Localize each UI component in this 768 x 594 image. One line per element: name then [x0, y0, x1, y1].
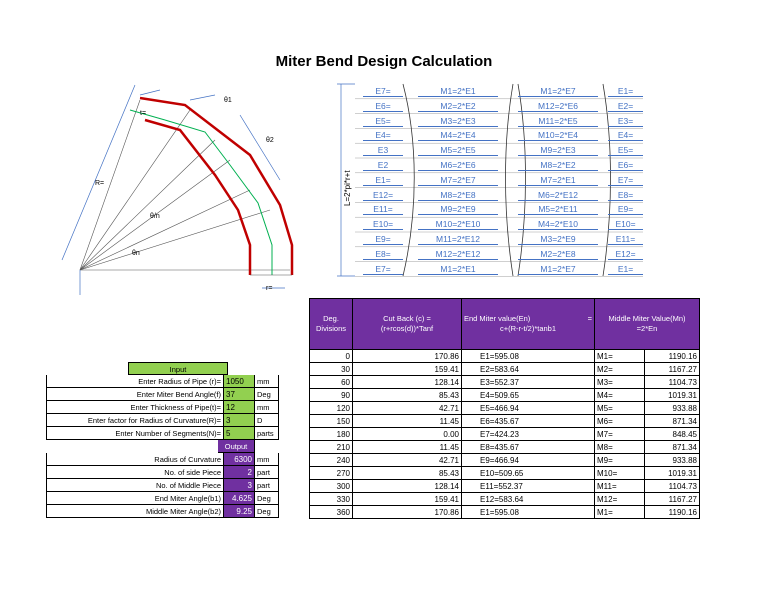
developed-cell: E4=	[608, 130, 643, 141]
developed-cell: M10=2*E4	[518, 130, 598, 141]
developed-cell: E9=	[608, 204, 643, 215]
middle-miter-value-cell: 933.88	[645, 454, 700, 467]
cut-back-cell: 85.43	[353, 389, 462, 402]
input-row-value[interactable]: 37	[224, 388, 255, 401]
output-row-unit: part	[255, 466, 279, 479]
page-title: Miter Bend Design Calculation	[275, 53, 493, 70]
deg-division-cell: 300	[309, 480, 353, 493]
cut-back-cell: 170.86	[353, 506, 462, 519]
developed-cell: E4=	[363, 130, 403, 141]
developed-cell: E5=	[608, 145, 643, 156]
output-row-label: Radius of Curvature	[46, 453, 224, 466]
developed-cell: M12=2*E12	[418, 249, 498, 260]
end-miter-cell: E11=552.37	[462, 480, 595, 493]
cut-back-cell: 159.41	[353, 363, 462, 376]
developed-cell: E1=	[363, 175, 403, 186]
developed-cell: E2	[363, 160, 403, 171]
output-row-value: 3	[224, 479, 255, 492]
output-row-value: 2	[224, 466, 255, 479]
deg-division-cell: 330	[309, 493, 353, 506]
developed-cell: E3=	[608, 116, 643, 127]
developed-cell: M7=2*E1	[518, 175, 598, 186]
developed-cell: E8=	[363, 249, 403, 260]
developed-cell: E11=	[608, 234, 643, 245]
input-row-unit: Deg	[255, 388, 279, 401]
label-t: t=	[140, 110, 147, 117]
middle-miter-value-cell: 871.34	[645, 415, 700, 428]
middle-miter-label-cell: M6=	[595, 415, 645, 428]
developed-cell: M11=2*E5	[518, 116, 598, 127]
developed-cell: M9=2*E3	[518, 145, 598, 156]
deg-division-cell: 0	[309, 350, 353, 363]
end-miter-cell: E1=595.08	[462, 506, 595, 519]
developed-cell: M2=2*E8	[518, 249, 598, 260]
developed-cell: M10=2*E10	[418, 219, 498, 230]
developed-cell: M2=2*E2	[418, 101, 498, 112]
developed-cell: M8=2*E8	[418, 190, 498, 201]
middle-miter-value-cell: 1019.31	[645, 467, 700, 480]
end-miter-cell: E10=509.65	[462, 467, 595, 480]
header-middle-miter: Middle Miter Value(Mn) =2*En	[595, 298, 700, 350]
output-row-label: Middle Miter Angle(b2)	[46, 505, 224, 518]
developed-cell: E8=	[608, 190, 643, 201]
middle-miter-value-cell: 1190.16	[645, 350, 700, 363]
output-row-value: 9.25	[224, 505, 255, 518]
input-row-unit: D	[255, 414, 279, 427]
label-r: r=	[266, 285, 273, 292]
header-cut-back: Cut Back (c) =(r+rcos(d))*Tanf	[353, 298, 462, 350]
middle-miter-value-cell: 848.45	[645, 428, 700, 441]
middle-miter-label-cell: M10=	[595, 467, 645, 480]
end-miter-cell: E7=424.23	[462, 428, 595, 441]
label-theta2: θ2	[266, 137, 274, 144]
end-miter-cell: E3=552.37	[462, 376, 595, 389]
developed-cell: E7=	[363, 264, 403, 275]
cut-back-cell: 159.41	[353, 493, 462, 506]
developed-cell: M4=2*E4	[418, 130, 498, 141]
input-row-unit: parts	[255, 427, 279, 440]
developed-cell: M9=2*E9	[418, 204, 498, 215]
developed-cell: E9=	[363, 234, 403, 245]
output-row-value: 6300	[224, 453, 255, 466]
developed-cell: E7=	[363, 86, 403, 97]
developed-cell: M11=2*E12	[418, 234, 498, 245]
label-theta1: θ1	[224, 97, 232, 104]
deg-division-cell: 270	[309, 467, 353, 480]
cut-back-cell: 170.86	[353, 350, 462, 363]
developed-cell: M6=2*E6	[418, 160, 498, 171]
deg-division-cell: 240	[309, 454, 353, 467]
developed-cell: M5=2*E5	[418, 145, 498, 156]
output-row-unit: Deg	[255, 492, 279, 505]
header-end-miter-formula: c+(R-r-t/2)*tanb1	[499, 324, 557, 333]
end-miter-cell: E2=583.64	[462, 363, 595, 376]
middle-miter-label-cell: M12=	[595, 493, 645, 506]
middle-miter-label-cell: M8=	[595, 441, 645, 454]
middle-miter-value-cell: 1019.31	[645, 389, 700, 402]
developed-cell: M4=2*E10	[518, 219, 598, 230]
cut-back-cell: 42.71	[353, 402, 462, 415]
middle-miter-value-cell: 1190.16	[645, 506, 700, 519]
input-row-label: Enter Radius of Pipe (r)=	[46, 375, 224, 388]
middle-miter-value-cell: 871.34	[645, 441, 700, 454]
developed-cell: M3=2*E3	[418, 116, 498, 127]
results-table	[309, 298, 700, 520]
end-miter-cell: E8=435.67	[462, 441, 595, 454]
output-row-label: End Miter Angle(b1)	[46, 492, 224, 505]
deg-division-cell: 60	[309, 376, 353, 389]
input-row-label: Enter Miter Bend Angle(f)	[46, 388, 224, 401]
deg-division-cell: 210	[309, 441, 353, 454]
miter-bend-diagram	[40, 70, 320, 300]
middle-miter-label-cell: M3=	[595, 376, 645, 389]
cut-back-cell: 85.43	[353, 467, 462, 480]
cut-back-cell: 128.14	[353, 376, 462, 389]
developed-cell: M7=2*E7	[418, 175, 498, 186]
output-row-unit: mm	[255, 453, 279, 466]
input-row-unit: mm	[255, 375, 279, 388]
header-end-miter-title: End Miter value(En)	[464, 314, 531, 323]
input-row-label: Enter Thickness of Pipe(t)=	[46, 401, 224, 414]
developed-cell: M1=2*E1	[418, 86, 498, 97]
input-header: Input	[128, 362, 228, 375]
developed-cell: E6=	[363, 101, 403, 112]
developed-cell: M12=2*E6	[518, 101, 598, 112]
output-row-unit: Deg	[255, 505, 279, 518]
end-miter-cell: E6=435.67	[462, 415, 595, 428]
developed-cell: M5=2*E11	[518, 204, 598, 215]
deg-division-cell: 30	[309, 363, 353, 376]
deg-division-cell: 180	[309, 428, 353, 441]
output-row-unit: part	[255, 479, 279, 492]
middle-miter-value-cell: 1104.73	[645, 376, 700, 389]
developed-cell: E2=	[608, 101, 643, 112]
middle-miter-value-cell: 1167.27	[645, 363, 700, 376]
middle-miter-label-cell: M11=	[595, 480, 645, 493]
developed-cell: E12=	[363, 190, 403, 201]
developed-cell: E6=	[608, 160, 643, 171]
deg-division-cell: 90	[309, 389, 353, 402]
middle-miter-label-cell: M1=	[595, 350, 645, 363]
middle-miter-label-cell: M2=	[595, 363, 645, 376]
developed-cell: M6=2*E12	[518, 190, 598, 201]
middle-miter-value-cell: 933.88	[645, 402, 700, 415]
cut-back-cell: 11.45	[353, 415, 462, 428]
middle-miter-value-cell: 1104.73	[645, 480, 700, 493]
output-row-label: No. of side Piece	[46, 466, 224, 479]
header-end-miter-eq: =	[587, 314, 592, 323]
cut-back-cell: 0.00	[353, 428, 462, 441]
label-theta-n-div: θ/n	[150, 213, 160, 220]
developed-cell: E5=	[363, 116, 403, 127]
header-deg-divisions: Deg. Divisions	[309, 298, 353, 350]
developed-cell: E11=	[363, 204, 403, 215]
deg-division-cell: 360	[309, 506, 353, 519]
developed-cell: E10=	[608, 219, 643, 230]
output-header: Output	[218, 440, 255, 453]
input-row-value[interactable]: 5	[224, 427, 255, 440]
cut-back-cell: 128.14	[353, 480, 462, 493]
cut-back-cell: 11.45	[353, 441, 462, 454]
middle-miter-value-cell: 1167.27	[645, 493, 700, 506]
middle-miter-label-cell: M1=	[595, 506, 645, 519]
input-row-label: Enter Number of Segments(N)=	[46, 427, 224, 440]
developed-cell: E10=	[363, 219, 403, 230]
developed-cell: M1=2*E7	[518, 264, 598, 275]
developed-cell: E1=	[608, 264, 643, 275]
input-row-value[interactable]: 12	[224, 401, 255, 414]
developed-cell: E1=	[608, 86, 643, 97]
label-theta-n: θn	[132, 250, 140, 257]
end-miter-cell: E1=595.08	[462, 350, 595, 363]
cut-back-cell: 42.71	[353, 454, 462, 467]
input-row-value[interactable]: 1050	[224, 375, 255, 388]
developed-cell: M8=2*E2	[518, 160, 598, 171]
input-row-value[interactable]: 3	[224, 414, 255, 427]
middle-miter-label-cell: M9=	[595, 454, 645, 467]
developed-cell: M1=2*E7	[518, 86, 598, 97]
developed-cell: M1=2*E1	[418, 264, 498, 275]
developed-cell: M3=2*E9	[518, 234, 598, 245]
developed-side-label: L=2*pi*r+t	[343, 170, 352, 206]
deg-division-cell: 120	[309, 402, 353, 415]
output-row-label: No. of Middle Piece	[46, 479, 224, 492]
middle-miter-label-cell: M7=	[595, 428, 645, 441]
developed-cell: E7=	[608, 175, 643, 186]
label-R: R=	[95, 180, 105, 187]
deg-division-cell: 150	[309, 415, 353, 428]
end-miter-cell: E5=466.94	[462, 402, 595, 415]
middle-miter-label-cell: M4=	[595, 389, 645, 402]
developed-diagram	[333, 82, 645, 278]
developed-cell: E3	[363, 145, 403, 156]
input-row-unit: mm	[255, 401, 279, 414]
end-miter-cell: E9=466.94	[462, 454, 595, 467]
header-end-miter	[462, 298, 595, 350]
developed-cell: E12=	[608, 249, 643, 260]
middle-miter-label-cell: M5=	[595, 402, 645, 415]
end-miter-cell: E4=509.65	[462, 389, 595, 402]
input-row-label: Enter factor for Radius of Curvature(R)=	[46, 414, 224, 427]
end-miter-cell: E12=583.64	[462, 493, 595, 506]
output-row-value: 4.625	[224, 492, 255, 505]
